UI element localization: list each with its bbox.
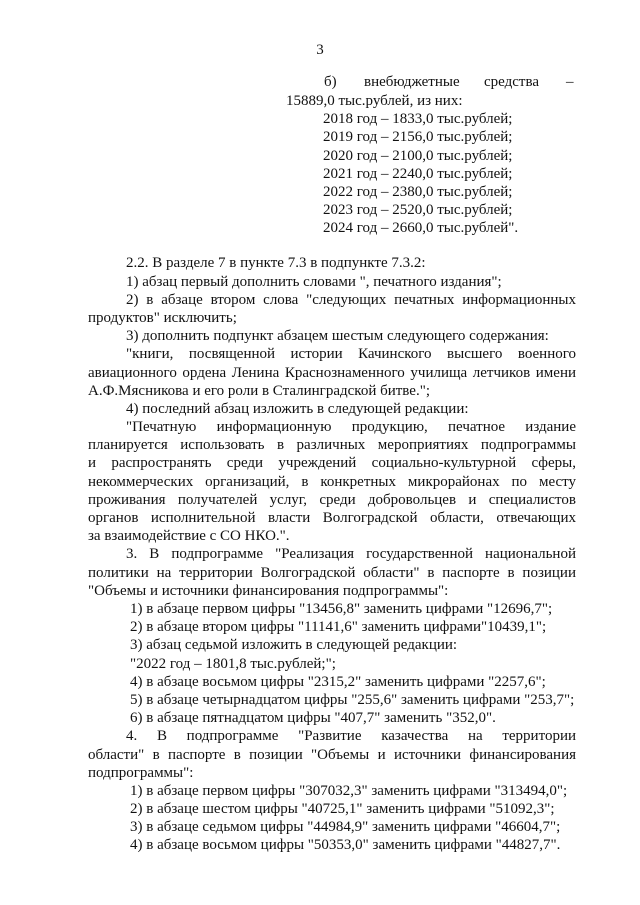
text-line: 3) в абзаце седьмом цифры "44984,9" заменить цифрами "46604,7"; <box>130 819 561 835</box>
text-line: 1) абзац первый дополнить словами ", печатного издания"; <box>126 274 502 290</box>
text-line: 3) дополнить подпункт абзацем шестым следующего содержания: <box>126 328 549 344</box>
text-line: авиационного ордена Ленина Краснознаменного училища летчиков имени <box>88 365 576 381</box>
text-line: 3) абзац седьмой изложить в следующей редакции: <box>130 637 458 653</box>
text-line: 5) в абзаце четырнадцатом цифры "255,6" заменить цифрами "253,7"; <box>130 692 575 708</box>
block-b-total: 15889,0 тыс.рублей, из них: <box>286 93 463 109</box>
text-line: политики на территории Волгоградской области" в паспорте в позиции <box>88 565 576 581</box>
text-line: 4) последний абзац изложить в следующей редакции: <box>126 401 469 417</box>
year-line: 2022 год – 2380,0 тыс.рублей; <box>323 184 513 200</box>
text-line: 1) в абзаце первом цифры "13456,8" заменить цифрами "12696,7"; <box>130 601 553 617</box>
section-3-heading: 3. В подпрограмме "Реализация государственной национальной <box>126 546 576 562</box>
text-line: "книги, посвященной истории Качинского высшего военного <box>126 346 576 362</box>
block-b-word1: внебюджетные <box>364 74 460 90</box>
text-line: области" в паспорте в позиции "Объемы и источники финансирования <box>88 747 576 763</box>
text-line: подпрограммы": <box>88 765 194 781</box>
text-line: А.Ф.Мясникова и его роли в Сталинградской битве."; <box>88 383 430 399</box>
section-4-heading: 4. В подпрограмме "Развитие казачества на территории <box>126 728 576 744</box>
text-line: "2022 год – 1801,8 тыс.рублей;"; <box>130 656 336 672</box>
text-line: за взаимодействие с СО НКО.". <box>88 528 290 544</box>
year-line: 2020 год – 2100,0 тыс.рублей; <box>323 148 513 164</box>
text-line: органов исполнительной власти Волгоградской области, отвечающих <box>88 510 576 526</box>
year-line: 2018 год – 1833,0 тыс.рублей; <box>323 111 513 127</box>
section-2-2-heading: 2.2. В разделе 7 в пункте 7.3 в подпункте 7.3.2: <box>126 255 426 271</box>
text-line: 2) в абзаце втором слова "следующих печатных информационных <box>126 292 576 308</box>
page-number: 3 <box>316 42 324 58</box>
text-line: планируется использовать в различных мероприятиях подпрограммы <box>88 437 576 453</box>
block-b-dash: – <box>566 74 574 90</box>
text-line: и распространять среди учреждений социально-культурной сферы, <box>88 455 576 471</box>
year-line: 2019 год – 2156,0 тыс.рублей; <box>323 129 513 145</box>
year-line: 2021 год – 2240,0 тыс.рублей; <box>323 166 513 182</box>
block-b-marker: б) <box>324 74 337 90</box>
text-line: продуктов" исключить; <box>88 310 237 326</box>
text-line: 6) в абзаце пятнадцатом цифры "407,7" заменить "352,0". <box>130 710 496 726</box>
year-line: 2023 год – 2520,0 тыс.рублей; <box>323 202 513 218</box>
text-line: 4) в абзаце восьмом цифры "2315,2" заменить цифрами "2257,6"; <box>130 674 546 690</box>
text-line: 1) в абзаце первом цифры "307032,3" заменить цифрами "313494,0"; <box>130 783 568 799</box>
text-line: проживания получателей услуг, среди добровольцев и специалистов <box>88 492 576 508</box>
text-line: некоммерческих организаций, в конкретных микрорайонах по месту <box>88 474 576 490</box>
block-b-word2: средства <box>484 74 540 90</box>
text-line: "Печатную информационную продукцию, печатное издание <box>126 419 576 435</box>
text-line: 2) в абзаце шестом цифры "40725,1" заменить цифрами "51092,3"; <box>130 801 555 817</box>
year-line: 2024 год – 2660,0 тыс.рублей". <box>323 220 519 236</box>
text-line: 4) в абзаце восьмом цифры "50353,0" заменить цифрами "44827,7". <box>130 837 561 853</box>
text-line: 2) в абзаце втором цифры "11141,6" заменить цифрами"10439,1"; <box>130 619 547 635</box>
text-line: "Объемы и источники финансирования подпрограммы": <box>88 583 449 599</box>
